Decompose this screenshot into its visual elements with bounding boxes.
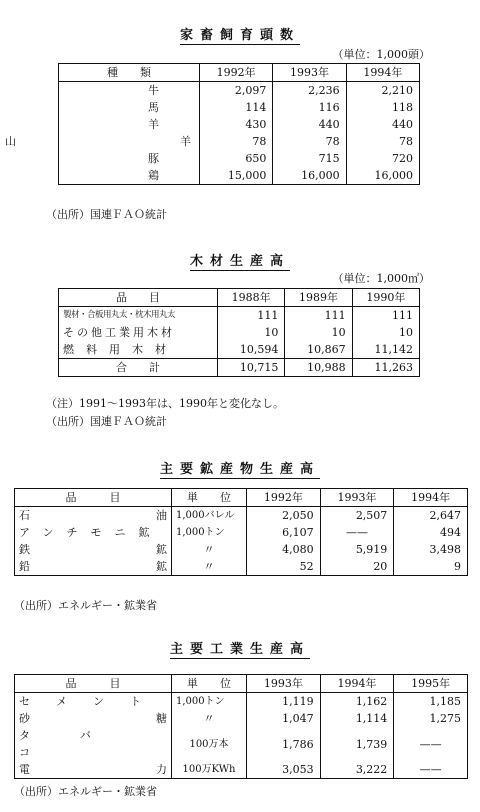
cell: 1,786 [247,727,321,761]
industry-title: 主要工業生産高 [169,642,310,657]
cell: 494 [394,524,468,541]
unit-cell: 100万本 [172,727,247,761]
col-header: 品 目 [59,289,218,307]
cell: 3,498 [394,541,468,558]
livestock-source: （出所）国連ＦＡＯ統計 [46,208,167,221]
unit-cell: 〃 [172,710,247,727]
industry-source: （出所）エネルギー・鉱業省 [14,785,157,798]
cell: 10 [352,324,419,341]
cell: 650 [200,150,273,167]
table-row [59,150,420,167]
cell: 1,119 [247,693,321,711]
row-label-left: 山 [5,135,16,148]
cell: 10 [285,324,352,341]
table-row [15,761,468,779]
table-row [59,116,420,133]
col-header: 1990年 [352,289,419,307]
col-header: 1993年 [247,675,321,693]
table-row [15,507,468,525]
row-label: 馬 [148,101,159,114]
table-row [15,541,468,558]
cell: 11,142 [352,341,419,359]
timber-unit: （単位：1,000㎥） [332,272,430,285]
cell: 3,053 [247,761,321,779]
unit-cell: 1,000バレル [172,507,247,525]
col-header: 1995年 [394,675,468,693]
table-header-row [59,289,420,307]
livestock-table [5,63,420,185]
cell: 1,047 [247,710,321,727]
cell: 2,647 [394,507,468,525]
row-label: タバコ [19,729,141,759]
timber-title: 木材生産高 [189,254,290,269]
minerals-title: 主要鉱産物生産高 [159,462,320,477]
col-header: 1992年 [247,489,321,507]
col-header: 1993年 [273,64,346,82]
col-header: 1993年 [320,489,394,507]
table-row [15,693,468,711]
table-header-row [15,675,468,693]
cell: 114 [200,99,273,116]
cell: 3,222 [320,761,394,779]
timber-note: （注）1991～1993年は、1990年と変化なし。 [46,397,284,410]
col-header: 種 類 [59,64,200,82]
cell: 116 [273,99,346,116]
table-row [15,558,468,576]
cell: 5,919 [320,541,394,558]
livestock-unit: （単位：1,000頭） [332,48,430,61]
cell: 1,162 [320,693,394,711]
row-label [5,133,200,150]
table-row [59,167,420,185]
table-total-row [59,359,420,377]
cell: 11,263 [352,359,419,377]
table-row [59,324,420,341]
cell: 1,275 [394,710,468,727]
cell: —— [320,524,394,541]
col-header: 単 位 [172,675,247,693]
row-label: 鶏 [148,169,159,182]
cell: 2,210 [346,82,419,100]
cell: 111 [352,307,419,325]
cell: 720 [346,150,419,167]
row-label: 石 油 [19,509,167,522]
unit-cell: 〃 [172,558,247,576]
cell: 440 [273,116,346,133]
table-row [15,524,468,541]
cell: 2,097 [200,82,273,100]
col-header: 1994年 [320,675,394,693]
col-header: 単 位 [172,489,247,507]
table-row [59,341,420,359]
timber-source: （出所）国連ＦＡＯ統計 [46,415,167,428]
table-header-row [59,64,420,82]
unit-cell: 100万KWh [172,761,247,779]
unit-cell: 1,000トン [172,524,247,541]
cell: 2,236 [273,82,346,100]
cell: 4,080 [247,541,321,558]
row-label: その他工業用木材 [63,326,175,339]
row-label: 製材・合板用丸太・枕木用丸太 [63,310,176,320]
cell: 2,507 [320,507,394,525]
col-header: 1992年 [200,64,273,82]
timber-table [58,288,420,377]
col-header: 品 目 [15,489,172,507]
cell: 1,185 [394,693,468,711]
table-row [15,727,468,761]
cell: 10,594 [218,341,285,359]
unit-cell: 1,000トン [172,693,247,711]
cell: 715 [273,150,346,167]
cell: 1,739 [320,727,394,761]
row-label: 燃料用木材 [63,343,178,356]
cell: 16,000 [346,167,419,185]
cell: 10,715 [218,359,285,377]
cell: 16,000 [273,167,346,185]
table-row [59,133,420,150]
col-header: 1994年 [346,64,419,82]
cell: 111 [218,307,285,325]
cell: 15,000 [200,167,273,185]
row-label: 電 力 [19,763,167,776]
cell: 20 [320,558,394,576]
cell: 9 [394,558,468,576]
table-row [59,307,420,325]
cell: 52 [247,558,321,576]
row-label: 鉛 鉱 [19,560,167,573]
minerals-source: （出所）エネルギー・鉱業省 [14,599,157,612]
cell: 118 [346,99,419,116]
cell: 78 [200,133,273,150]
livestock-title: 家畜飼育頭数 [179,28,300,43]
row-label: 豚 [148,152,159,165]
cell: 430 [200,116,273,133]
col-header: 1994年 [394,489,468,507]
cell: 440 [346,116,419,133]
col-header: 1988年 [218,289,285,307]
row-label: アンチモニ鉱 [19,526,163,539]
cell: —— [394,727,468,761]
table-header-row [15,489,468,507]
cell: 10,867 [285,341,352,359]
cell: 6,107 [247,524,321,541]
row-label-right: 羊 [180,135,191,148]
cell: 2,050 [247,507,321,525]
industry-table [14,674,468,779]
row-label: 砂 糖 [19,712,167,725]
cell: 78 [346,133,419,150]
cell: 10 [218,324,285,341]
cell: 10,988 [285,359,352,377]
row-label: セメント [19,695,167,708]
total-label: 合 計 [59,359,218,377]
cell: 111 [285,307,352,325]
cell: 1,114 [320,710,394,727]
minerals-table [14,488,468,576]
table-row [15,710,468,727]
unit-cell: 〃 [172,541,247,558]
cell: —— [394,761,468,779]
table-row [59,99,420,116]
row-label: 鉄 鉱 [19,543,167,556]
row-label: 牛 [148,84,159,97]
col-header: 品 目 [15,675,172,693]
row-label: 羊 [148,118,159,131]
col-header: 1989年 [285,289,352,307]
cell: 78 [273,133,346,150]
table-row [59,82,420,100]
